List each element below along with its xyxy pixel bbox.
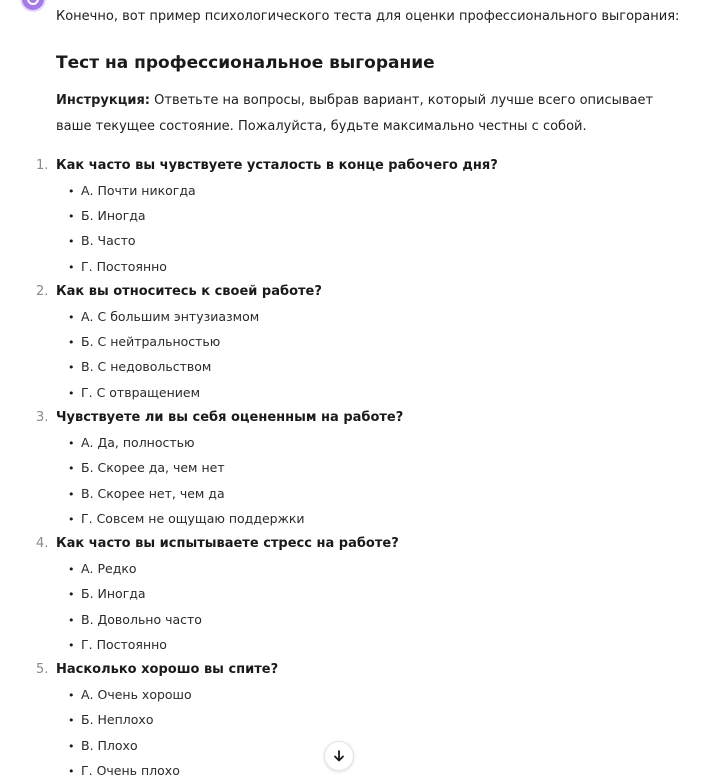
- question-text: Как вы относитесь к своей работе?: [56, 284, 322, 299]
- answer-option: [68, 610, 202, 630]
- answer-option-label: В. Плохо: [81, 738, 138, 753]
- answer-option-label: Б. Иногда: [81, 586, 146, 601]
- answer-option-label: Г. С отвращением: [81, 385, 201, 400]
- answer-option-label: А. Почти никогда: [81, 183, 196, 198]
- answer-option: [68, 736, 138, 756]
- answer-option-label: Г. Совсем не ощущаю поддержки: [81, 511, 305, 526]
- answer-option: [68, 584, 146, 604]
- answer-option-label: А. С большим энтузиазмом: [81, 309, 260, 324]
- message-intro: Конечно, вот пример психологического теста для оценки профессионального выгорания:: [56, 9, 680, 24]
- question-number: 1.: [36, 158, 49, 173]
- answer-option: [68, 181, 196, 201]
- bullet-icon: •: [68, 563, 75, 576]
- answer-option: [68, 458, 225, 478]
- bullet-icon: •: [68, 387, 75, 400]
- answer-option: [68, 635, 167, 655]
- answer-option: [68, 710, 153, 730]
- answer-option-label: В. Скорее нет, чем да: [81, 486, 225, 501]
- answer-option: [68, 307, 259, 327]
- answer-option: [68, 231, 136, 251]
- bullet-icon: •: [68, 185, 75, 198]
- bullet-icon: •: [68, 614, 75, 627]
- bullet-icon: •: [68, 210, 75, 223]
- question-number: 2.: [36, 284, 49, 299]
- question-text: Насколько хорошо вы спите?: [56, 662, 279, 677]
- answer-option-label: Г. Постоянно: [81, 637, 167, 652]
- answer-option: [68, 433, 195, 453]
- question-number: 4.: [36, 536, 49, 551]
- answer-option-label: А. Редко: [81, 561, 137, 576]
- question-item: [36, 282, 656, 302]
- question-item: [36, 660, 656, 680]
- answer-option: [68, 685, 192, 705]
- arrow-down-icon: [332, 749, 346, 763]
- answer-option-label: Г. Очень плохо: [81, 763, 180, 778]
- answer-option-label: Б. Неплохо: [81, 712, 154, 727]
- instruction-lead: Инструкция:: [56, 93, 150, 108]
- answer-option-label: В. Часто: [81, 233, 136, 248]
- bullet-icon: •: [68, 689, 75, 702]
- bullet-icon: •: [68, 336, 75, 349]
- question-number: 5.: [36, 662, 49, 677]
- test-title: Тест на профессиональное выгорание: [56, 53, 435, 73]
- answer-option: [68, 509, 305, 529]
- answer-option-label: А. Да, полностью: [81, 435, 195, 450]
- bullet-icon: •: [68, 437, 75, 450]
- answer-option: [68, 332, 220, 352]
- bullet-icon: •: [68, 361, 75, 374]
- bullet-icon: •: [68, 588, 75, 601]
- instruction-text: Ответьте на вопросы, выбрав вариант, который лучше всего описывает ваше текущее состояние. Пожалуйста, будьте максимально честны с собой.: [56, 93, 654, 134]
- question-text: Как часто вы испытываете стресс на работе?: [56, 536, 399, 551]
- answer-option-label: А. Очень хорошо: [81, 687, 192, 702]
- answer-option: [68, 257, 167, 277]
- question-item: [36, 156, 656, 176]
- bullet-icon: •: [68, 311, 75, 324]
- bullet-icon: •: [68, 714, 75, 727]
- answer-option-label: Б. Иногда: [81, 208, 146, 223]
- answer-option: [68, 559, 137, 579]
- assistant-avatar-icon: [22, 0, 44, 10]
- question-text: Как часто вы чувствуете усталость в конце рабочего дня?: [56, 158, 498, 173]
- bullet-icon: •: [68, 740, 75, 753]
- answer-option: [68, 357, 211, 377]
- test-instruction: [56, 88, 666, 140]
- answer-option-label: В. Довольно часто: [81, 612, 202, 627]
- bullet-icon: •: [68, 488, 75, 501]
- answer-option: [68, 383, 200, 403]
- bullet-icon: •: [68, 765, 75, 778]
- answer-option: [68, 484, 225, 504]
- answer-option-label: В. С недовольством: [81, 359, 212, 374]
- answer-option: [68, 761, 180, 781]
- answer-option: [68, 206, 146, 226]
- question-number: 3.: [36, 410, 49, 425]
- question-item: [36, 534, 656, 554]
- question-text: Чувствуете ли вы себя оцененным на работе?: [56, 410, 404, 425]
- bullet-icon: •: [68, 462, 75, 475]
- answer-option-label: Б. Скорее да, чем нет: [81, 460, 225, 475]
- answer-option-label: Г. Постоянно: [81, 259, 167, 274]
- scroll-down-button[interactable]: [324, 741, 354, 771]
- bullet-icon: •: [68, 639, 75, 652]
- answer-option-label: Б. С нейтральностью: [81, 334, 221, 349]
- question-item: [36, 408, 656, 428]
- bullet-icon: •: [68, 513, 75, 526]
- bullet-icon: •: [68, 235, 75, 248]
- bullet-icon: •: [68, 261, 75, 274]
